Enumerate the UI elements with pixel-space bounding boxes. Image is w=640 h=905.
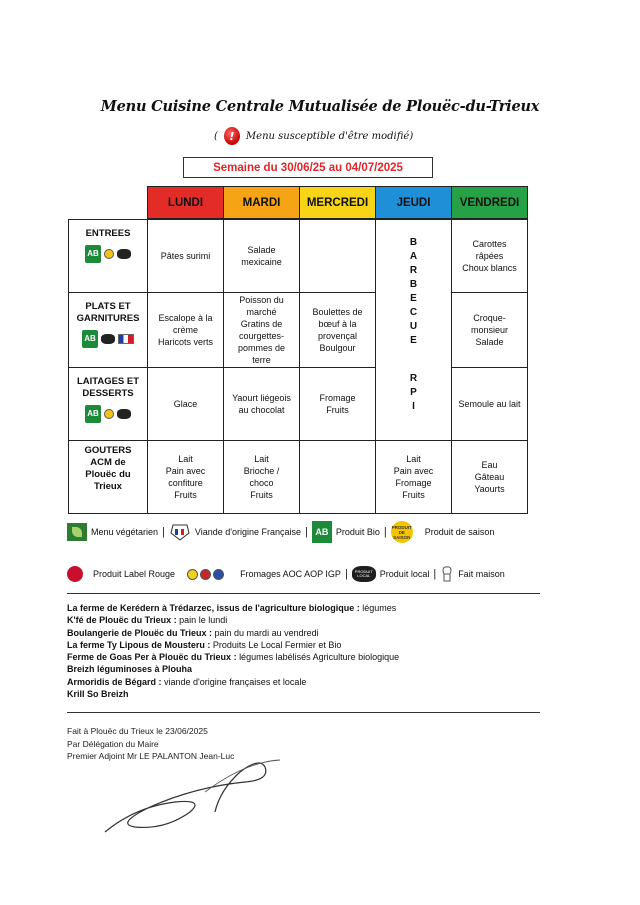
menu-cell: Pâtes surimi (147, 219, 224, 293)
vegetarian-icon (67, 523, 87, 541)
legend-separator: | (344, 568, 348, 580)
menu-cell: Lait Pain avec confiture Fruits (147, 440, 224, 514)
letter: E (410, 335, 417, 346)
legend-label-rouge: Produit Label Rouge (93, 569, 176, 579)
modification-notice (214, 126, 413, 146)
supplier-row (67, 627, 547, 639)
supplier-name: Armoridis de Bégard (67, 676, 157, 687)
supplier-row (67, 663, 547, 675)
signature-delegation: Par Délégation du Maire (67, 738, 159, 749)
letter: A (409, 251, 418, 262)
aoc-icon (187, 569, 198, 580)
bio-logo-icon: AB (85, 245, 101, 263)
supplier-separator: : (204, 639, 213, 650)
legend-bio: Produit Bio (335, 527, 380, 537)
french-origin-icon (169, 523, 191, 541)
legend-homemade: Fait maison (458, 569, 505, 579)
supplier-name: Boulangerie de Plouëc du Trieux (67, 627, 207, 638)
menu-cell: Salade mexicaine (223, 219, 300, 293)
local-logo-icon (117, 409, 131, 419)
supplier-detail: Produits Le Local Fermier et Bio (212, 639, 342, 650)
supplier-detail: pain du mardi au vendredi (214, 627, 319, 638)
menu-cell: Eau Gâteau Yaourts (451, 440, 528, 514)
supplier-name: K'fé de Plouëc du Trieux (67, 615, 172, 626)
legend-local: Produit local (379, 569, 430, 579)
divider (67, 593, 540, 594)
row-label: LAITAGES ET DESSERTS (76, 376, 140, 399)
letter: R (409, 373, 418, 384)
letter: B (409, 237, 418, 248)
supplier-row (67, 614, 547, 626)
label-rouge-icon (67, 566, 83, 582)
barbecue-letters (410, 236, 417, 348)
supplier-row (67, 676, 547, 688)
menu-cell: Yaourt liégeois au chocolat (223, 367, 300, 441)
rpi-letters (410, 372, 417, 414)
row-header-plats (68, 292, 148, 368)
supplier-name: La ferme Ty Lipous de Mousteru (67, 639, 205, 650)
legend-season: Produit de saison (424, 527, 495, 537)
local-icon: PRODUIT LOCAL (352, 566, 376, 582)
alert-icon: ! (224, 127, 240, 145)
supplier-detail: viande d'origine françaises et locale (164, 676, 307, 687)
aoc-icons (187, 569, 224, 580)
supplier-row (67, 602, 547, 614)
local-logo-icon (117, 249, 131, 259)
row-label: ENTREES (85, 228, 131, 239)
menu-title: Menu Cuisine Centrale Mutualisée de Plouëc-du-Trieux (100, 98, 540, 115)
supplier-detail: pain le lundi (179, 615, 228, 626)
season-logo-icon (104, 249, 114, 259)
letter: U (409, 321, 418, 332)
menu-cell (299, 219, 376, 293)
letter: C (409, 307, 418, 318)
thursday-barbecue-cell (375, 219, 452, 441)
legend-row-1 (67, 521, 494, 543)
row-header-entrees (68, 219, 148, 293)
day-header-mardi: MARDI (223, 186, 300, 219)
legend-separator: | (383, 526, 387, 538)
supplier-separator: : (206, 627, 215, 638)
menu-cell: Croque- monsieur Salade (451, 292, 528, 368)
legend-vegetarian: Menu végétarien (91, 527, 159, 537)
supplier-name: Krill So Breizh (67, 689, 129, 700)
french-origin-logo-icon (118, 334, 134, 344)
letter: I (412, 401, 415, 412)
supplier-separator: : (354, 603, 363, 613)
menu-cell: Boulettes de bœuf à la provençal Boulgour (299, 292, 376, 368)
supplier-detail: légumes (362, 603, 397, 613)
aop-icon (200, 569, 211, 580)
legend-french-origin: Viande d'origine Française (194, 527, 302, 537)
day-header-jeudi: JEUDI (375, 186, 452, 219)
letter: B (409, 279, 418, 290)
supplier-detail: légumes labélisés Agriculture biologique (239, 652, 400, 663)
row-logos (82, 330, 134, 348)
menu-cell (299, 440, 376, 514)
menu-cell: Carottes râpées Choux blancs (451, 219, 528, 293)
menu-cell: Lait Pain avec Fromage Fruits (375, 440, 452, 514)
letter: P (410, 387, 417, 398)
menu-cell: Poisson du marché Gratins de courgettes- pommes de terre (223, 292, 300, 368)
supplier-name: Ferme de Goas Per à Plouëc du Trieux (67, 652, 232, 663)
homemade-icon (440, 565, 454, 583)
legend-aoc: Fromages AOC AOP IGP (240, 569, 341, 579)
menu-cell: Fromage Fruits (299, 367, 376, 441)
legend-row-2 (67, 565, 505, 583)
legend-separator: | (162, 526, 165, 538)
open-paren: ( (214, 130, 218, 142)
suppliers-list (67, 602, 547, 700)
row-header-gouters (68, 440, 148, 514)
supplier-separator: : (171, 615, 180, 626)
row-label: PLATS ET GARNITURES (76, 301, 140, 324)
supplier-name: Breizh léguminoses à Plouha (67, 664, 193, 675)
supplier-name: La ferme de Kerédern à Trédarzec, issus de l'agriculture biologique (67, 603, 355, 613)
supplier-separator: : (156, 676, 165, 687)
aoc-logo-icon (104, 409, 114, 419)
signature-name: Premier Adjoint Mr LE PALANTON Jean-Luc (67, 751, 235, 761)
supplier-row (67, 688, 547, 700)
menu-cell: Glace (147, 367, 224, 441)
supplier-row (67, 651, 547, 663)
bio-icon: AB (312, 521, 332, 543)
row-logos (85, 405, 131, 423)
bio-logo-icon: AB (85, 405, 101, 423)
row-logos (85, 245, 131, 263)
week-banner: Semaine du 30/06/25 au 04/07/2025 (183, 157, 433, 178)
day-header-vendredi: VENDREDI (451, 186, 528, 219)
menu-cell: Semoule au lait (451, 367, 528, 441)
handwritten-signature (95, 752, 295, 847)
menu-cell: Escalope à la crème Haricots verts (147, 292, 224, 368)
season-icon: PRODUIT DE SAISON (391, 521, 413, 543)
day-header-mercredi: MERCREDI (299, 186, 376, 219)
legend-separator: | (305, 526, 308, 538)
letter: E (410, 293, 417, 304)
divider (67, 712, 540, 713)
day-header-lundi: LUNDI (147, 186, 224, 219)
supplier-separator: : (231, 652, 240, 663)
supplier-row (67, 639, 547, 651)
row-label: GOUTERS ACM de Plouëc du Trieux (84, 445, 132, 492)
local-logo-icon (101, 334, 115, 344)
notice-text: Menu susceptible d'être modifié) (245, 130, 414, 142)
signature-place-date: Fait à Plouëc du Trieux le 23/06/2025 (67, 726, 208, 736)
bio-logo-icon: AB (82, 330, 98, 348)
menu-table (68, 219, 528, 514)
letter: R (409, 265, 418, 276)
row-header-laitages (68, 367, 148, 441)
menu-cell: Lait Brioche / choco Fruits (223, 440, 300, 514)
igp-icon (213, 569, 224, 580)
legend-separator: | (433, 568, 437, 580)
